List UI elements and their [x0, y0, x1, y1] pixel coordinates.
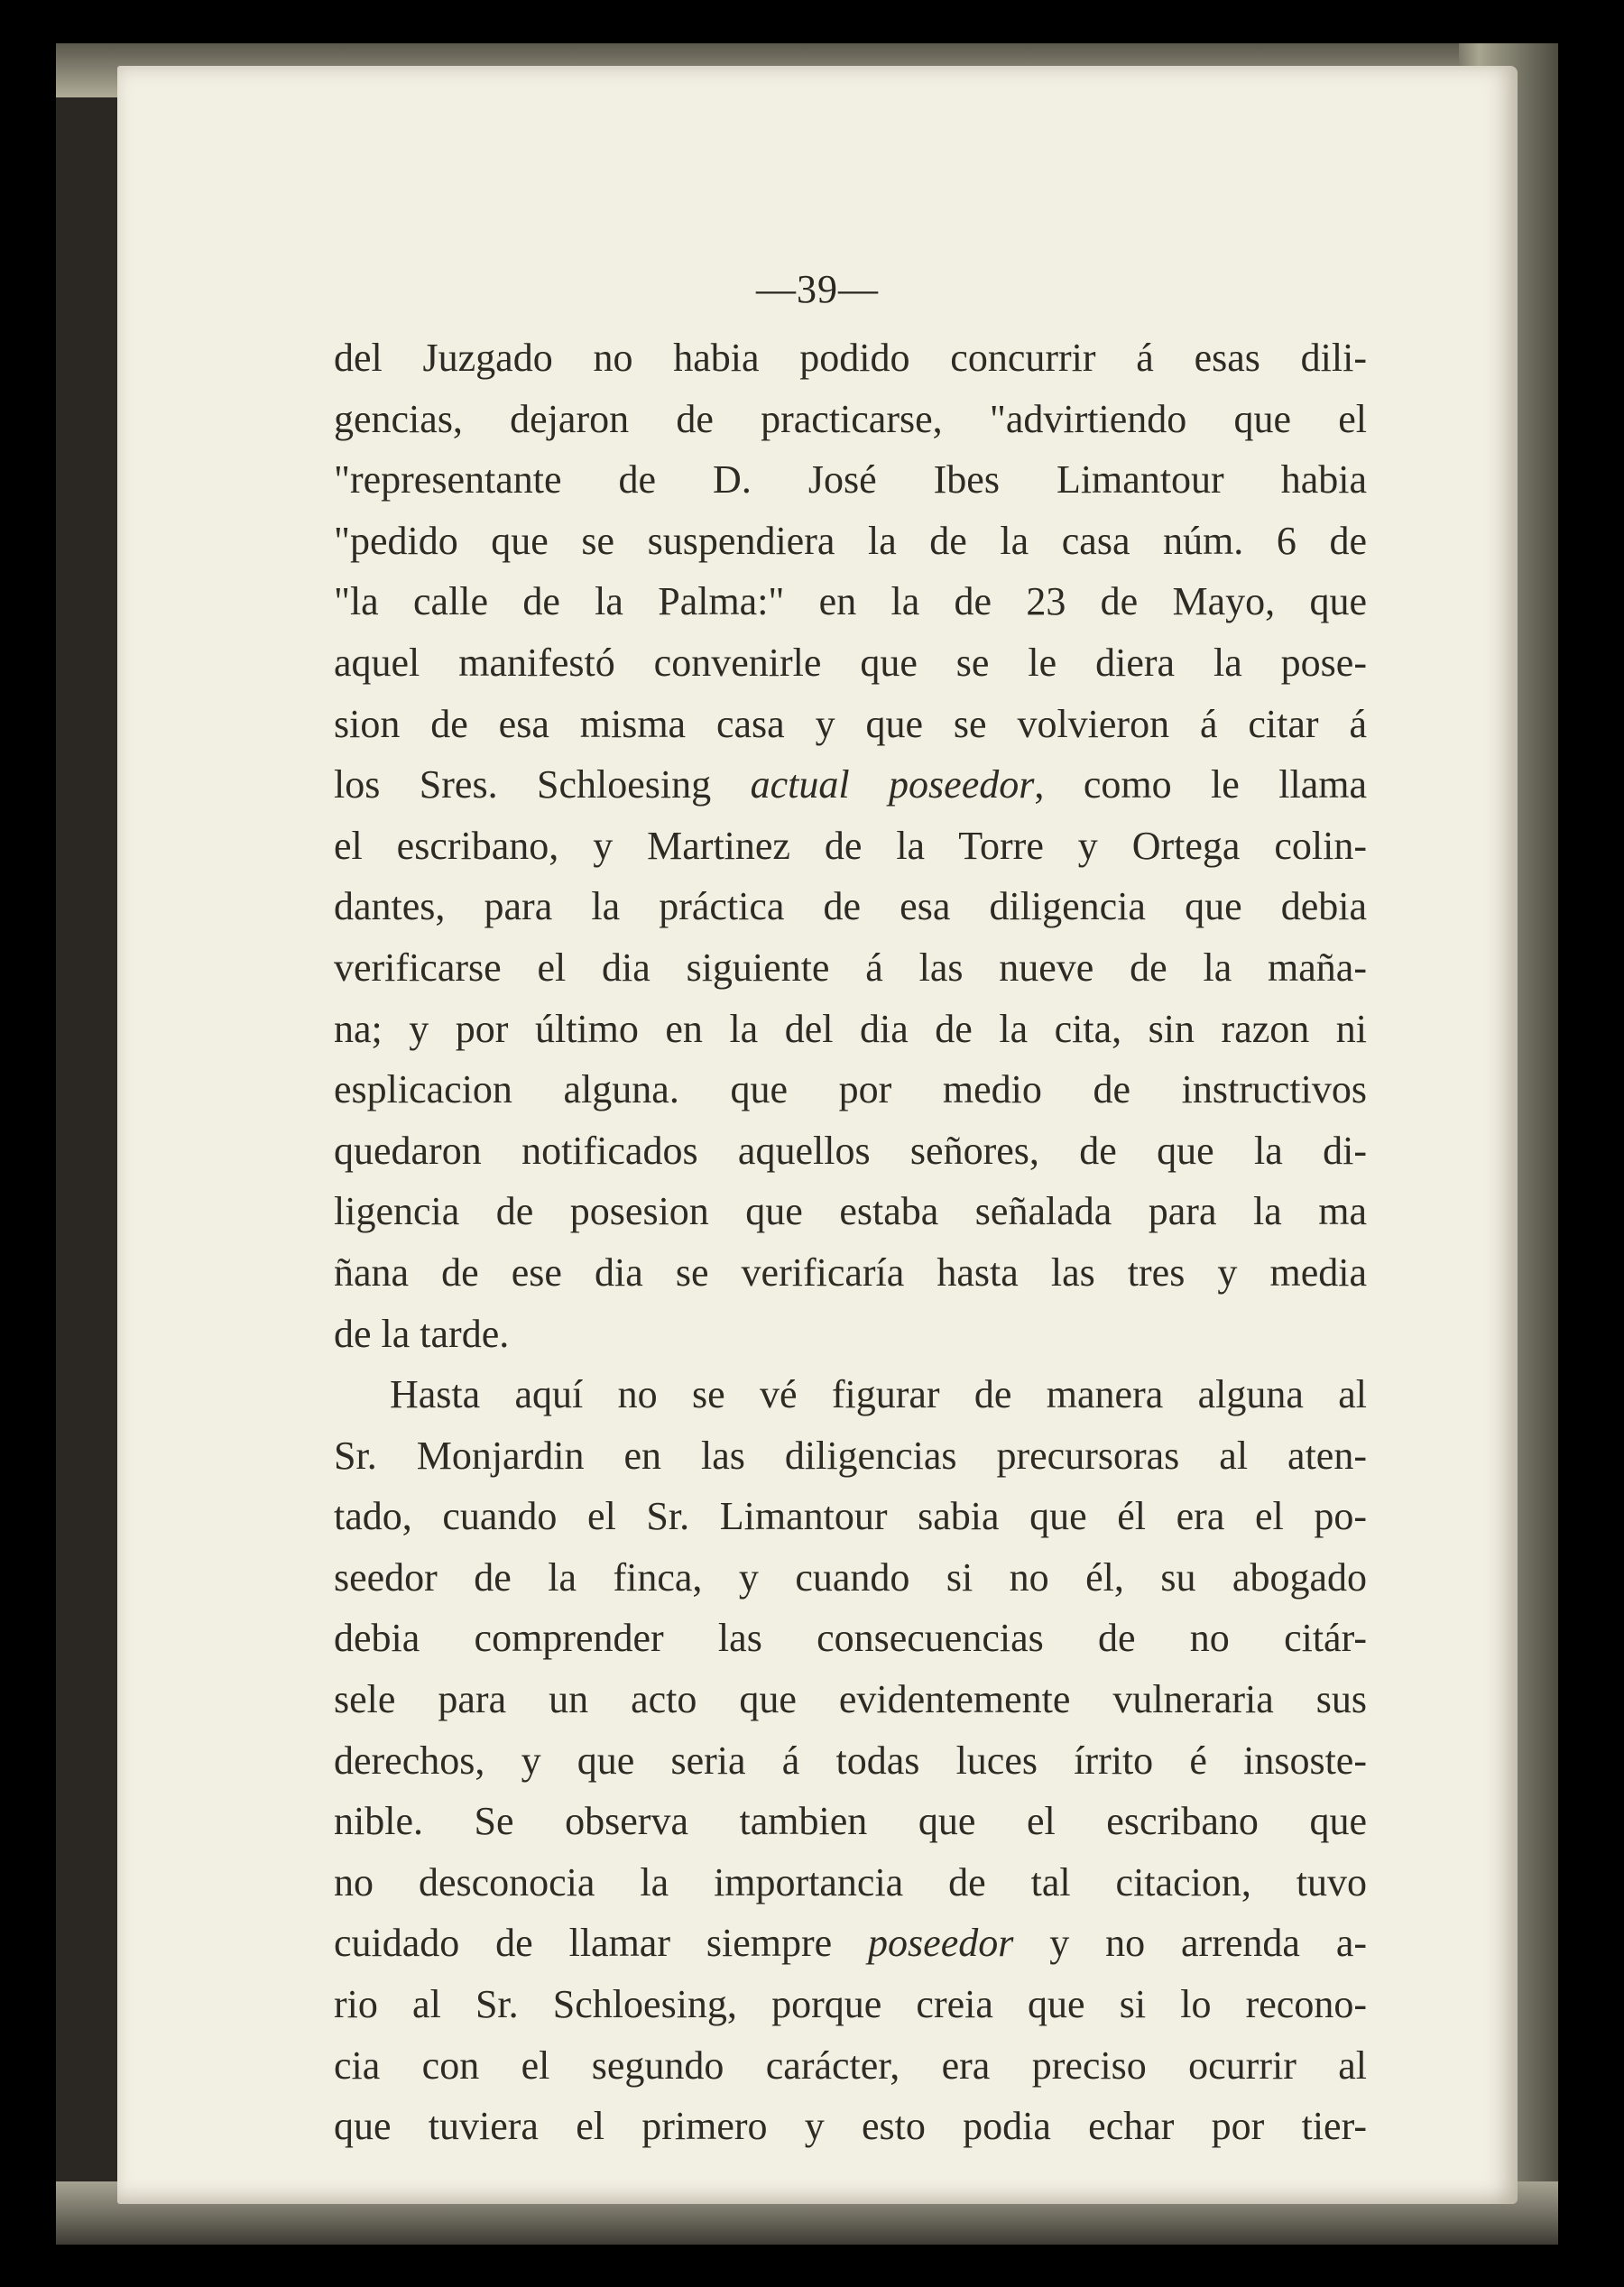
text-line: Sr. Monjardin en las diligencias precursoras al aten-: [334, 1433, 1367, 1478]
text-segment: y no arrenda a-: [1013, 1921, 1367, 1966]
text-line: dantes, para la práctica de esa diligencia que debia: [334, 884, 1367, 929]
page-number: —39—: [756, 267, 879, 311]
text-line: aquel manifestó convenirle que se le diera la pose-: [334, 640, 1367, 685]
text-line: que tuviera el primero y esto podia echar por tier-: [334, 2104, 1367, 2149]
text-line: no desconocia la importancia de tal citacion, tuvo: [334, 1859, 1367, 1904]
text-line: el escribano, y Martinez de la Torre y Ortega colin-: [334, 823, 1367, 868]
text-line: tado, cuando el Sr. Limantour sabia que él era el po-: [334, 1494, 1367, 1539]
text-line: "pedido que se suspendiera la de la casa núm. 6 de: [334, 518, 1367, 563]
paragraph-end-line: de la tarde.: [334, 1311, 510, 1356]
text-line: rio al Sr. Schloesing, porque creia que si lo recono-: [334, 1982, 1367, 2027]
text-segment: los Sres. Schloesing: [334, 762, 751, 807]
text-line: ñana de ese dia se verificaría hasta las tres y media: [334, 1250, 1367, 1295]
text-line: [334, 754, 1367, 816]
text-line: ligencia de posesion que estaba señalada para la ma: [334, 1189, 1367, 1234]
text-segment: , como le llama: [1034, 762, 1367, 807]
text-line: sele para un acto que evidentemente vulneraria sus: [334, 1677, 1367, 1722]
text-line: seedor de la finca, y cuando si no él, su abogado: [334, 1554, 1367, 1600]
italic-phrase: actual poseedor: [750, 762, 1035, 807]
text-line: nible. Se observa tambien que el escribano que: [334, 1799, 1367, 1844]
paragraph-start-line: Hasta aquí no se vé figurar de manera alguna al: [390, 1372, 1367, 1417]
italic-phrase: poseedor: [868, 1921, 1014, 1966]
text-line: derechos, y que seria á todas luces írrito é insoste-: [334, 1738, 1367, 1783]
text-line: quedaron notificados aquellos señores, de que la di-: [334, 1128, 1367, 1173]
text-line: cia con el segundo carácter, era preciso ocurrir al: [334, 2043, 1367, 2088]
book-page: [117, 66, 1518, 2204]
scan-frame: [56, 43, 1558, 2245]
text-line: "representante de D. José Ibes Limantour habia: [334, 457, 1367, 503]
text-line: verificarse el dia siguiente á las nueve de la maña-: [334, 945, 1367, 990]
text-line: esplicacion alguna. que por medio de instructivos: [334, 1067, 1367, 1112]
text-line: na; y por último en la del dia de la cita, sin razon ni: [334, 1006, 1367, 1051]
text-segment: cuidado de llamar siempre: [334, 1921, 869, 1966]
text-line: gencias, dejaron de practicarse, "advirtiendo que el: [334, 396, 1367, 441]
text-line: debia comprender las consecuencias de no citár-: [334, 1616, 1367, 1661]
body-text: [334, 327, 1367, 2157]
text-line: sion de esa misma casa y que se volvieron á citar á: [334, 701, 1367, 746]
text-line: [334, 1913, 1367, 1974]
text-line: "la calle de la Palma:" en la de 23 de Mayo, que: [334, 579, 1367, 624]
text-line: del Juzgado no habia podido concurrir á esas dili-: [334, 336, 1367, 380]
